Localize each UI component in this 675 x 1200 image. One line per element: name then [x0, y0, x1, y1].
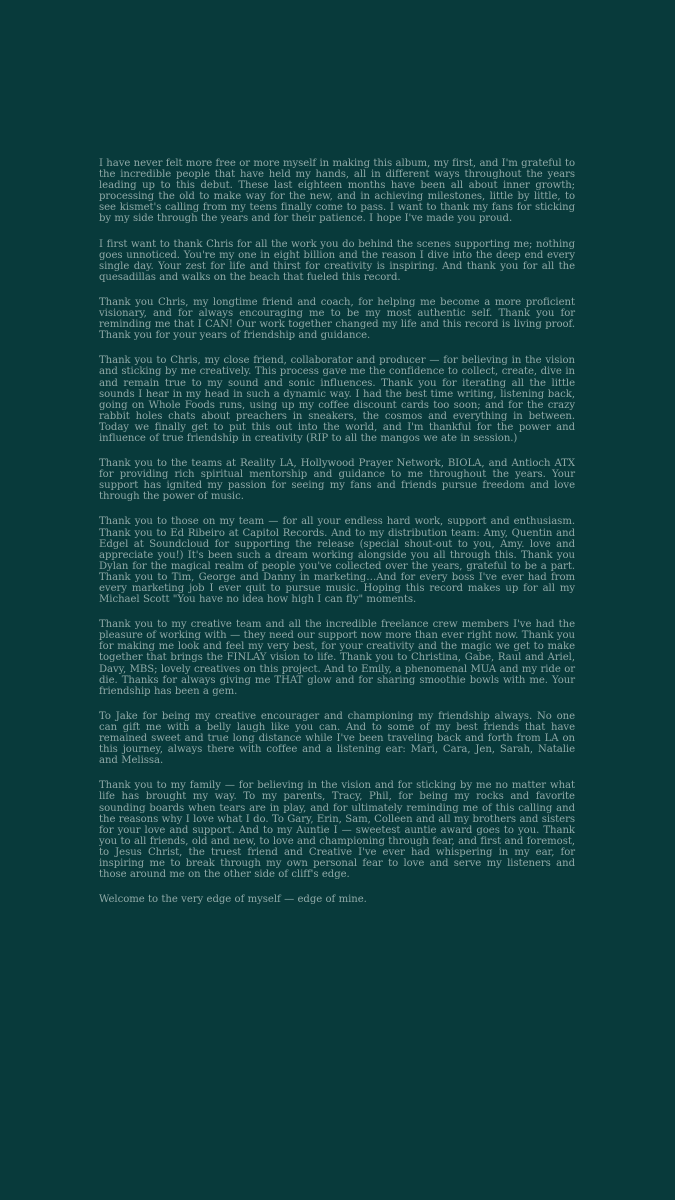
- paragraph-thanks-family: Thank you to my family — for believing in the vision and for sticking by me no matter what life has brought my way. To my parents, Tracy, Phil, for being my rocks and favorite sounding boards when tears are in play, and for ultimately reminding me of this calling and the reasons why I love what I do. To Gary, Erin, Sam, Colleen and all my brothers and sisters for your love and support. And to my Auntie I — sweetest auntie award goes to you. Thank you to all friends, old and new, to love and championing through fear, and first and foremost, to Jesus Christ, the truest friend and Creative I've ever had whispering in my ear, for inspiring me to break through my own personal fear to love and serve my listeners and those around me on the other side of cliff's edge.: [99, 780, 575, 881]
- paragraph-thanks-team: Thank you to those on my team — for all your endless hard work, support and enthusiasm. Thank you to Ed Ribeiro at Capitol Records. And to my distribution team: Amy, Quentin and Edgel at Soundcloud for supporting the release (special shout-out to you, Amy. love and appreciate you!) It's been such a dream working alongside you all through this. Thank you Dylan for the magical realm of people you've collected over the years, grateful to be a part. Thank you to Tim, George and Danny in marketing…And for every boss I've ever had from every marketing job I ever quit to pursue music. Hoping this record makes up for all my Michael Scott "You have no idea how high I can fly" moments.: [99, 516, 575, 606]
- liner-notes: [99, 158, 575, 919]
- paragraph-closing: Welcome to the very edge of myself — edge of mine.: [99, 894, 367, 906]
- paragraph-thanks-chris-producer: Thank you to Chris, my close friend, collaborator and producer — for believing in the vision and sticking by me creatively. This process gave me the confidence to collect, create, dive in and remain true to my sound and sonic influences. Thank you for iterating all the little sounds I hear in my head in such a dynamic way. I had the best time writing, listening back, going on Whole Foods runs, using up my coffee discount cards too soon; and for the crazy rabbit holes chats about preachers in sneakers, the cosmos and everything in between. Today we finally get to put this out into the world, and I'm thankful for the power and influence of true friendship in creativity (RIP to all the mangos we ate in session.): [99, 355, 575, 444]
- paragraph-thanks-spiritual-teams: Thank you to the teams at Reality LA, Hollywood Prayer Network, BIOLA, and Antioch ATX for providing rich spiritual mentorship and guidance to me throughout the years. Your support has ignited my passion for seeing my fans and friends pursue freedom and love through the power of music.: [99, 458, 575, 503]
- paragraph-intro: I have never felt more free or more myself in making this album, my first, and I'm grateful to the incredible people that have held my hands, all in different ways throughout the years leading up to this debut. These last eighteen months have been all about inner growth; processing the old to make way for the new, and in achieving milestones, little by little, to see kismet's calling from my teens finally come to pass. I want to thank my fans for sticking by my side through the years and for their patience. I hope I've made you proud.: [99, 158, 575, 225]
- paragraph-thanks-friends: To Jake for being my creative encourager and championing my friendship always. No one can gift me with a belly laugh like you can. And to some of my best friends that have remained sweet and true long distance while I've been traveling back and forth from LA on this journey, always there with coffee and a listening ear: Mari, Cara, Jen, Sarah, Natalie and Melissa.: [99, 710, 575, 767]
- paragraph-thanks-chris-coach: Thank you Chris, my longtime friend and coach, for helping me become a more proficient visionary, and for always encouraging me to be my most authentic self. Thank you for reminding me that I CAN! Our work together changed my life and this record is living proof. Thank you for your years of friendship and guidance.: [99, 296, 575, 342]
- paragraph-thanks-chris-partner: I first want to thank Chris for all the work you do behind the scenes supporting me; nothing goes unnoticed. You're my one in eight billion and the reason I dive into the deep end every single day. Your zest for life and thirst for creativity is inspiring. And thank you for all the quesadillas and walks on the beach that fueled this record.: [99, 238, 575, 283]
- paragraph-thanks-creative-team: Thank you to my creative team and all the incredible freelance crew members I've had the pleasure of working with — they need our support now more than ever right now. Thank you for making me look and feel my very best, for your creativity and the magic we get to make together that brings the FINLAY vision to life. Thank you to Christina, Gabe, Raul and Ariel, Davy, MBS; lovely creatives on this project. And to Emily, a phenomenal MUA and my ride or die. Thanks for always giving me THAT glow and for sharing smoothie bowls with me. Your friendship has been a gem.: [99, 619, 575, 697]
